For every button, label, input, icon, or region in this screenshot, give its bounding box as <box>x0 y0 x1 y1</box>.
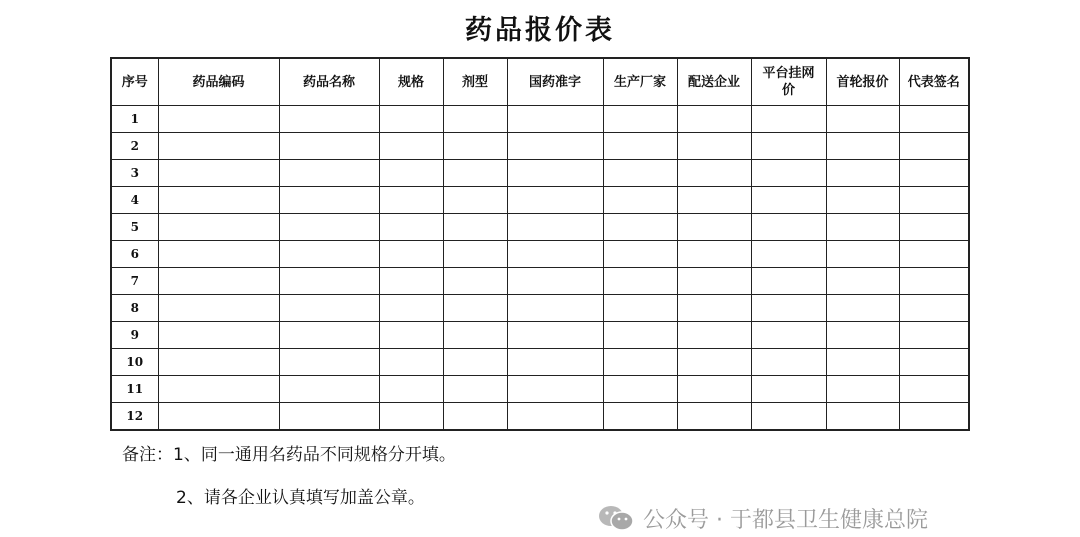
empty-cell <box>751 214 826 241</box>
empty-cell <box>379 268 443 295</box>
header-cell: 配送企业 <box>677 58 751 106</box>
empty-cell <box>158 322 279 349</box>
empty-cell <box>899 376 969 403</box>
watermark <box>597 504 928 532</box>
header-cell: 规格 <box>379 58 443 106</box>
empty-cell <box>443 133 507 160</box>
empty-cell <box>751 187 826 214</box>
empty-cell <box>158 160 279 187</box>
row-number-cell: 9 <box>111 322 158 349</box>
empty-cell <box>603 106 677 133</box>
table-row <box>111 106 969 133</box>
empty-cell <box>677 295 751 322</box>
empty-cell <box>826 133 899 160</box>
empty-cell <box>507 403 603 431</box>
empty-cell <box>603 241 677 268</box>
empty-cell <box>379 133 443 160</box>
empty-cell <box>379 322 443 349</box>
header-cell: 平台挂网 价 <box>751 58 826 106</box>
empty-cell <box>899 187 969 214</box>
empty-cell <box>899 268 969 295</box>
empty-cell <box>603 295 677 322</box>
empty-cell <box>826 376 899 403</box>
empty-cell <box>279 376 379 403</box>
table-body <box>111 106 969 431</box>
empty-cell <box>443 376 507 403</box>
empty-cell <box>158 295 279 322</box>
table-row <box>111 322 969 349</box>
row-number-cell: 10 <box>111 349 158 376</box>
empty-cell <box>158 349 279 376</box>
empty-cell <box>751 349 826 376</box>
empty-cell <box>279 241 379 268</box>
empty-cell <box>379 160 443 187</box>
empty-cell <box>826 160 899 187</box>
empty-cell <box>443 160 507 187</box>
empty-cell <box>677 322 751 349</box>
empty-cell <box>751 322 826 349</box>
empty-cell <box>677 268 751 295</box>
empty-cell <box>379 214 443 241</box>
empty-cell <box>603 160 677 187</box>
empty-cell <box>826 106 899 133</box>
empty-cell <box>826 268 899 295</box>
empty-cell <box>279 322 379 349</box>
row-number-cell: 11 <box>111 376 158 403</box>
empty-cell <box>751 403 826 431</box>
empty-cell <box>677 187 751 214</box>
empty-cell <box>443 322 507 349</box>
empty-cell <box>443 187 507 214</box>
empty-cell <box>603 268 677 295</box>
empty-cell <box>443 106 507 133</box>
empty-cell <box>279 295 379 322</box>
empty-cell <box>379 403 443 431</box>
empty-cell <box>279 133 379 160</box>
table-row <box>111 376 969 403</box>
watermark-text: 公众号 · 于都县卫生健康总院 <box>643 507 928 533</box>
note-line-2: 2、请各企业认真填写加盖公章。 <box>176 488 425 508</box>
empty-cell <box>677 133 751 160</box>
header-cell: 药品名称 <box>279 58 379 106</box>
row-number-cell: 5 <box>111 214 158 241</box>
header-cell: 药品编码 <box>158 58 279 106</box>
empty-cell <box>899 160 969 187</box>
header-cell: 剂型 <box>443 58 507 106</box>
empty-cell <box>507 295 603 322</box>
empty-cell <box>279 106 379 133</box>
empty-cell <box>507 322 603 349</box>
empty-cell <box>379 349 443 376</box>
wechat-icon <box>597 504 635 532</box>
empty-cell <box>751 295 826 322</box>
empty-cell <box>899 322 969 349</box>
empty-cell <box>677 214 751 241</box>
empty-cell <box>379 106 443 133</box>
row-number-cell: 6 <box>111 241 158 268</box>
empty-cell <box>443 349 507 376</box>
empty-cell <box>443 214 507 241</box>
empty-cell <box>677 106 751 133</box>
empty-cell <box>899 214 969 241</box>
empty-cell <box>507 160 603 187</box>
empty-cell <box>751 268 826 295</box>
table-row <box>111 160 969 187</box>
header-cell: 国药准字 <box>507 58 603 106</box>
empty-cell <box>899 403 969 431</box>
empty-cell <box>826 241 899 268</box>
empty-cell <box>158 241 279 268</box>
empty-cell <box>677 349 751 376</box>
table-header-row <box>111 58 969 106</box>
table-row <box>111 403 969 431</box>
empty-cell <box>379 295 443 322</box>
notes <box>122 440 456 508</box>
empty-cell <box>603 376 677 403</box>
empty-cell <box>751 106 826 133</box>
note-line-1: 备注：1、同一通用名药品不同规格分开填。 <box>122 445 456 465</box>
empty-cell <box>379 187 443 214</box>
header-cell: 生产厂家 <box>603 58 677 106</box>
table-row <box>111 214 969 241</box>
empty-cell <box>826 187 899 214</box>
empty-cell <box>507 133 603 160</box>
empty-cell <box>826 403 899 431</box>
quote-table <box>110 57 970 431</box>
row-number-cell: 8 <box>111 295 158 322</box>
empty-cell <box>899 349 969 376</box>
empty-cell <box>677 241 751 268</box>
header-cell: 序号 <box>111 58 158 106</box>
empty-cell <box>379 241 443 268</box>
empty-cell <box>279 214 379 241</box>
empty-cell <box>443 295 507 322</box>
row-number-cell: 1 <box>111 106 158 133</box>
empty-cell <box>279 187 379 214</box>
table-row <box>111 349 969 376</box>
table-row <box>111 133 969 160</box>
empty-cell <box>899 106 969 133</box>
empty-cell <box>751 376 826 403</box>
empty-cell <box>279 349 379 376</box>
table-row <box>111 187 969 214</box>
empty-cell <box>603 403 677 431</box>
empty-cell <box>158 214 279 241</box>
empty-cell <box>603 133 677 160</box>
empty-cell <box>751 241 826 268</box>
empty-cell <box>507 187 603 214</box>
empty-cell <box>826 214 899 241</box>
page-title: 药品报价表 <box>465 15 615 46</box>
empty-cell <box>826 295 899 322</box>
empty-cell <box>279 160 379 187</box>
empty-cell <box>603 322 677 349</box>
empty-cell <box>603 349 677 376</box>
empty-cell <box>507 214 603 241</box>
header-cell: 代表签名 <box>899 58 969 106</box>
empty-cell <box>826 349 899 376</box>
table-row <box>111 268 969 295</box>
empty-cell <box>158 187 279 214</box>
empty-cell <box>507 106 603 133</box>
row-number-cell: 3 <box>111 160 158 187</box>
empty-cell <box>507 241 603 268</box>
empty-cell <box>603 187 677 214</box>
empty-cell <box>279 268 379 295</box>
empty-cell <box>826 322 899 349</box>
empty-cell <box>507 376 603 403</box>
empty-cell <box>158 376 279 403</box>
empty-cell <box>158 106 279 133</box>
empty-cell <box>158 403 279 431</box>
empty-cell <box>158 133 279 160</box>
empty-cell <box>507 349 603 376</box>
empty-cell <box>899 295 969 322</box>
empty-cell <box>507 268 603 295</box>
row-number-cell: 12 <box>111 403 158 431</box>
empty-cell <box>899 241 969 268</box>
row-number-cell: 7 <box>111 268 158 295</box>
row-number-cell: 4 <box>111 187 158 214</box>
header-cell: 首轮报价 <box>826 58 899 106</box>
table-row <box>111 295 969 322</box>
empty-cell <box>443 403 507 431</box>
table-row <box>111 241 969 268</box>
empty-cell <box>158 268 279 295</box>
row-number-cell: 2 <box>111 133 158 160</box>
empty-cell <box>443 241 507 268</box>
empty-cell <box>751 133 826 160</box>
empty-cell <box>677 376 751 403</box>
empty-cell <box>677 160 751 187</box>
empty-cell <box>677 403 751 431</box>
empty-cell <box>899 133 969 160</box>
empty-cell <box>279 403 379 431</box>
empty-cell <box>443 268 507 295</box>
empty-cell <box>603 214 677 241</box>
empty-cell <box>751 160 826 187</box>
empty-cell <box>379 376 443 403</box>
